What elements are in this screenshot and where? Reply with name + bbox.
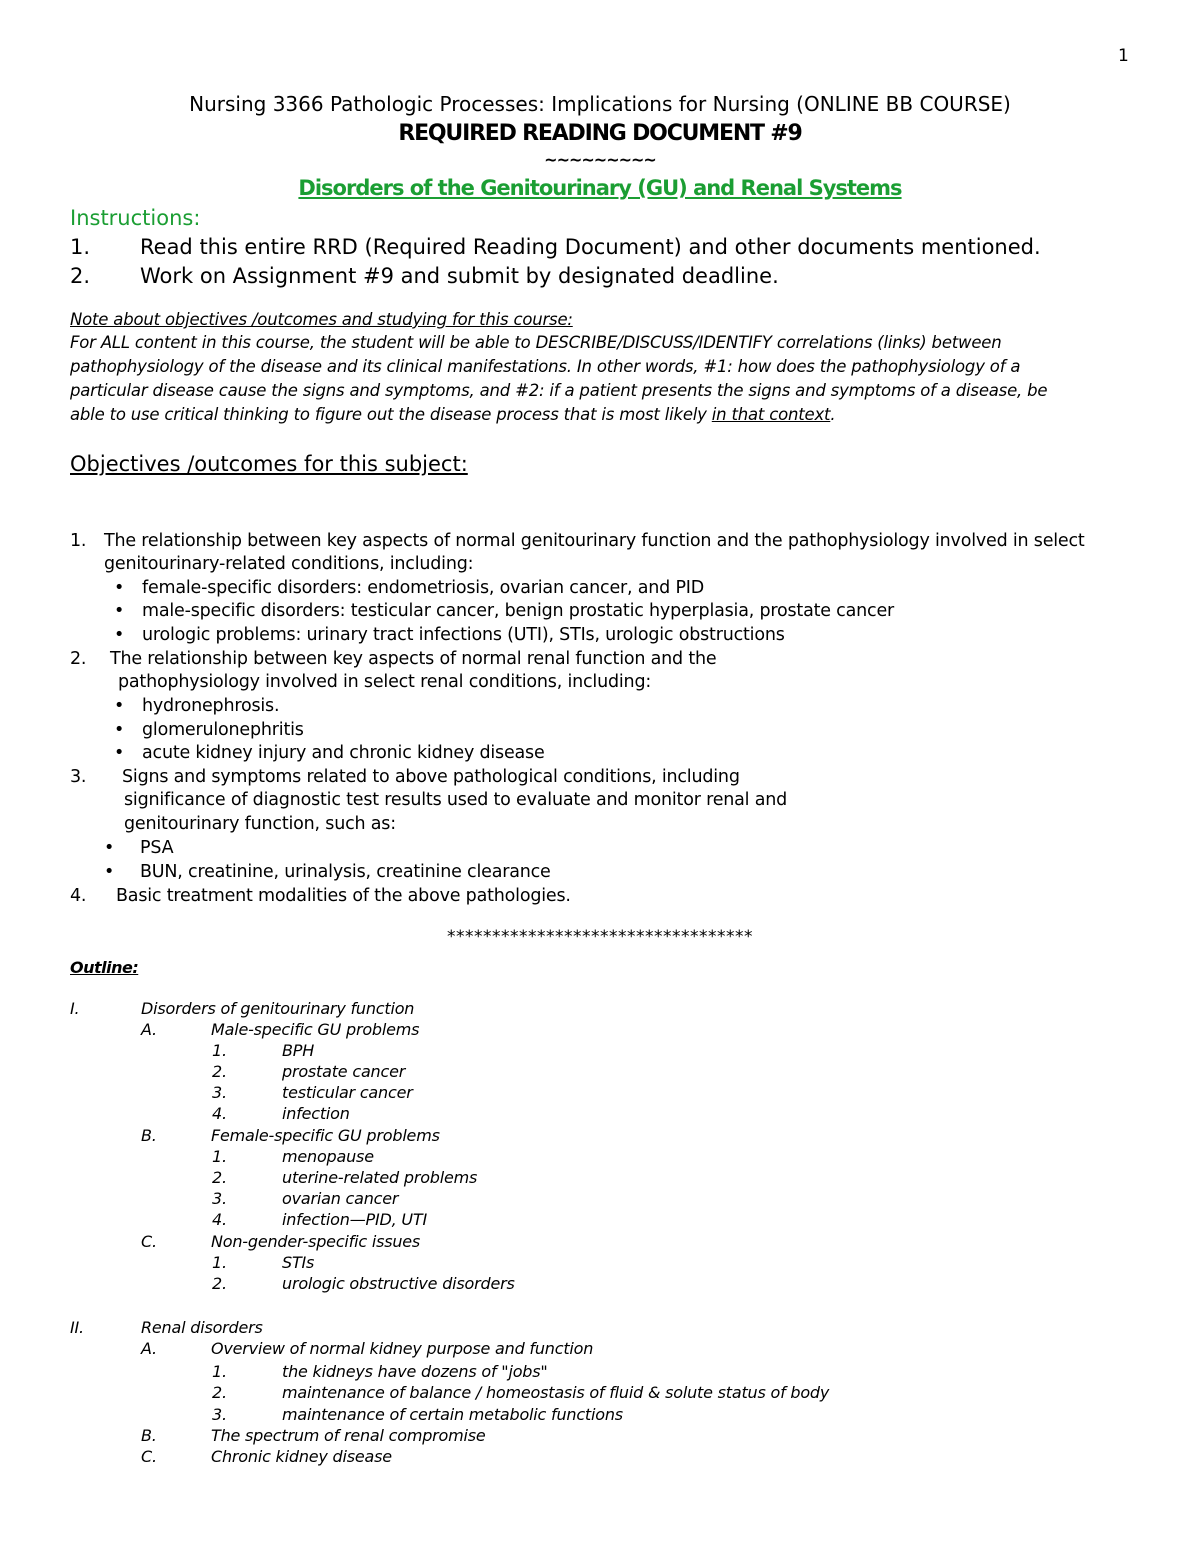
instruction-number: 2. bbox=[70, 264, 91, 288]
objective-line: genitourinary-related conditions, including: bbox=[104, 554, 474, 574]
outline-sub: Overview of normal kidney purpose and function bbox=[211, 1339, 594, 1358]
outline-sub: Non-gender-specific issues bbox=[211, 1232, 421, 1251]
outline-letter: C. bbox=[141, 1232, 157, 1251]
objective-bullet: male-specific disorders: testicular cancer, benign prostatic hyperplasia, prostate cancer bbox=[142, 601, 895, 621]
objective-number: 1. bbox=[70, 531, 87, 551]
section-separator: ********************************** bbox=[447, 927, 753, 947]
bullet-icon: • bbox=[114, 601, 125, 621]
bullet-icon: • bbox=[114, 578, 125, 598]
document-title: REQUIRED READING DOCUMENT #9 bbox=[398, 121, 802, 146]
objective-line: pathophysiology involved in select renal conditions, including: bbox=[118, 672, 652, 692]
outline-section: Disorders of genitourinary function bbox=[141, 999, 415, 1018]
outline-item: maintenance of balance / homeostasis of fluid & solute status of body bbox=[282, 1383, 830, 1402]
objective-bullet: hydronephrosis. bbox=[142, 696, 280, 716]
objective-line: Basic treatment modalities of the above pathologies. bbox=[116, 886, 571, 906]
outline-letter: B. bbox=[141, 1126, 157, 1145]
objective-number: 4. bbox=[70, 886, 87, 906]
outline-roman: I. bbox=[70, 999, 80, 1018]
objective-bullet: glomerulonephritis bbox=[142, 720, 304, 740]
objective-line: significance of diagnostic test results used to evaluate and monitor renal and bbox=[124, 790, 788, 810]
objective-line: The relationship between key aspects of normal renal function and the bbox=[110, 649, 717, 669]
title-divider: ~~~~~~~~~ bbox=[544, 150, 656, 169]
bullet-icon: • bbox=[104, 838, 115, 858]
outline-item-number: 1. bbox=[212, 1041, 227, 1060]
outline-item: testicular cancer bbox=[282, 1083, 413, 1102]
objective-bullet: PSA bbox=[140, 838, 174, 858]
outline-letter: B. bbox=[141, 1426, 157, 1445]
outline-item-number: 1. bbox=[212, 1147, 227, 1166]
outline-item: urologic obstructive disorders bbox=[282, 1274, 515, 1293]
course-title: Nursing 3366 Pathologic Processes: Implications for Nursing (ONLINE BB COURSE) bbox=[189, 92, 1011, 116]
note-line-last bbox=[70, 405, 835, 424]
objectives-heading: Objectives /outcomes for this subject: bbox=[70, 452, 468, 476]
objective-bullet: acute kidney injury and chronic kidney disease bbox=[142, 743, 545, 763]
note-line: pathophysiology of the disease and its clinical manifestations. In other words, #1: how does the pathophysiology of a bbox=[70, 357, 1021, 376]
outline-item: the kidneys have dozens of "jobs" bbox=[282, 1362, 548, 1381]
outline-heading: Outline: bbox=[70, 958, 139, 977]
note-line: particular disease cause the signs and symptoms, and #2: if a patient presents the signs and symptoms of a disease, be bbox=[70, 381, 1048, 400]
note-line-text: able to use critical thinking to figure out the disease process that is most likely bbox=[70, 405, 707, 424]
outline-sub: Male-specific GU problems bbox=[211, 1020, 420, 1039]
outline-item-number: 2. bbox=[212, 1274, 227, 1293]
objective-line: genitourinary function, such as: bbox=[124, 814, 396, 834]
instruction-text: Read this entire RRD (Required Reading Document) and other documents mentioned. bbox=[140, 235, 1041, 259]
outline-item: prostate cancer bbox=[282, 1062, 406, 1081]
outline-item-number: 3. bbox=[212, 1083, 227, 1102]
outline-item: BPH bbox=[282, 1041, 315, 1060]
outline-sub: Chronic kidney disease bbox=[211, 1447, 392, 1466]
outline-item: uterine-related problems bbox=[282, 1168, 478, 1187]
bullet-icon: • bbox=[114, 720, 125, 740]
outline-letter: C. bbox=[141, 1447, 157, 1466]
note-title: Note about objectives /outcomes and studying for this course: bbox=[70, 310, 573, 329]
note-period: . bbox=[830, 405, 836, 424]
instruction-text: Work on Assignment #9 and submit by designated deadline. bbox=[140, 264, 779, 288]
outline-item-number: 2. bbox=[212, 1062, 227, 1081]
outline-item: ovarian cancer bbox=[282, 1189, 399, 1208]
outline-item-number: 2. bbox=[212, 1383, 227, 1402]
outline-item-number: 3. bbox=[212, 1405, 227, 1424]
bullet-icon: • bbox=[104, 862, 115, 882]
objective-number: 2. bbox=[70, 649, 87, 669]
bullet-icon: • bbox=[114, 625, 125, 645]
note-line: For ALL content in this course, the student will be able to DESCRIBE/DISCUSS/IDENTIFY correlations (links) between bbox=[70, 333, 1002, 352]
objective-number: 3. bbox=[70, 767, 87, 787]
outline-item: infection bbox=[282, 1104, 350, 1123]
outline-item-number: 4. bbox=[212, 1210, 227, 1229]
outline-item: infection—PID, UTI bbox=[282, 1210, 427, 1229]
outline-item-number: 2. bbox=[212, 1168, 227, 1187]
page-number: 1 bbox=[1118, 46, 1129, 66]
bullet-icon: • bbox=[114, 696, 125, 716]
objective-line: The relationship between key aspects of normal genitourinary function and the pathophysiology involved in select bbox=[104, 531, 1085, 551]
objective-bullet: BUN, creatinine, urinalysis, creatinine clearance bbox=[140, 862, 551, 882]
note-emphasis: in that context bbox=[711, 405, 831, 424]
outline-item-number: 1. bbox=[212, 1253, 227, 1272]
outline-item-number: 4. bbox=[212, 1104, 227, 1123]
outline-letter: A. bbox=[141, 1339, 157, 1358]
outline-letter: A. bbox=[141, 1020, 157, 1039]
outline-section: Renal disorders bbox=[141, 1318, 263, 1337]
instruction-number: 1. bbox=[70, 235, 91, 259]
objective-bullet: female-specific disorders: endometriosis, ovarian cancer, and PID bbox=[142, 578, 705, 598]
topic-title: Disorders of the Genitourinary (GU) and Renal Systems bbox=[298, 176, 902, 200]
objective-bullet: urologic problems: urinary tract infections (UTI), STIs, urologic obstructions bbox=[142, 625, 785, 645]
outline-roman: II. bbox=[70, 1318, 84, 1337]
outline-item-number: 1. bbox=[212, 1362, 227, 1381]
outline-item: menopause bbox=[282, 1147, 374, 1166]
outline-item-number: 3. bbox=[212, 1189, 227, 1208]
objective-line: Signs and symptoms related to above pathological conditions, including bbox=[122, 767, 740, 787]
instructions-heading: Instructions: bbox=[70, 206, 201, 230]
outline-item: maintenance of certain metabolic functions bbox=[282, 1405, 623, 1424]
outline-sub: The spectrum of renal compromise bbox=[211, 1426, 486, 1445]
bullet-icon: • bbox=[114, 743, 125, 763]
outline-item: STIs bbox=[282, 1253, 315, 1272]
outline-sub: Female-specific GU problems bbox=[211, 1126, 440, 1145]
